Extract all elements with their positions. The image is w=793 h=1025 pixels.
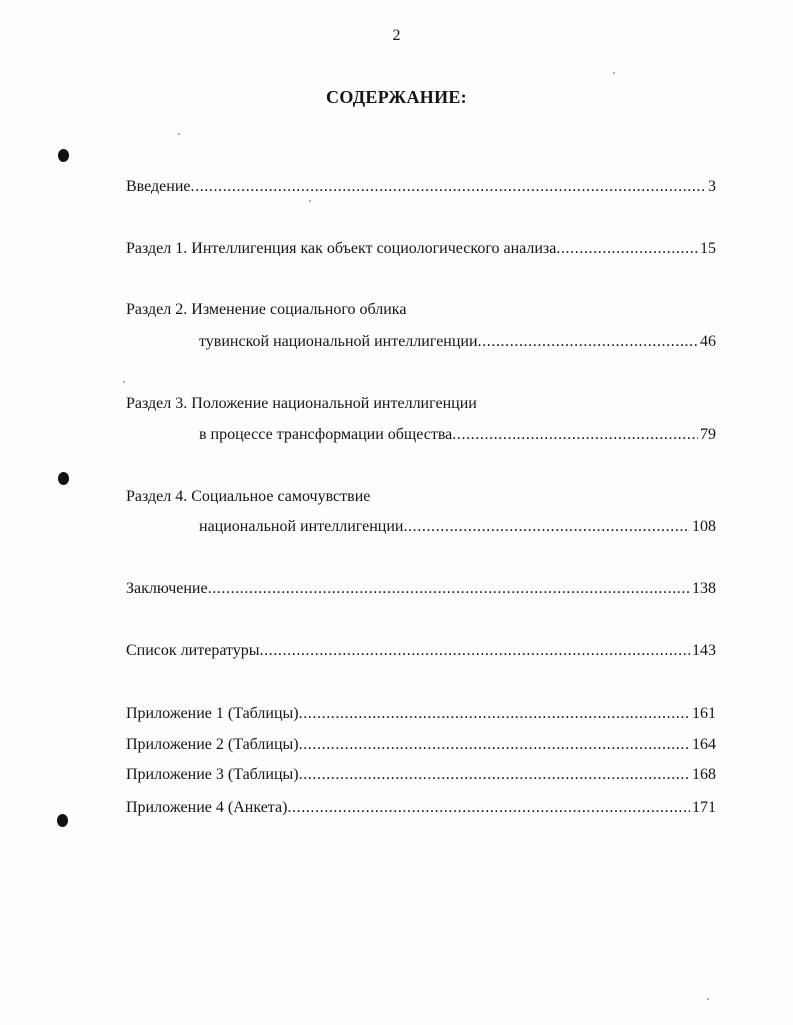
toc-leader-dots — [287, 797, 690, 819]
toc-leader-dots — [478, 331, 698, 353]
toc-entry-title: Введение — [126, 178, 191, 195]
toc-leader-dots — [260, 640, 690, 662]
toc-entry-title: Приложение 1 (Таблицы) — [126, 705, 299, 722]
toc-entry-section-3 — [199, 424, 716, 446]
toc-entry-title: в процессе трансформации общества — [199, 426, 453, 443]
scan-speck — [309, 200, 311, 202]
toc-entry-page: 15 — [700, 240, 716, 257]
toc-leader-dots — [452, 424, 698, 446]
toc-entry-appendix-1 — [126, 703, 716, 725]
toc-entry-page: 161 — [692, 705, 716, 722]
toc-entry-page: 164 — [692, 736, 716, 753]
toc-leader-dots — [299, 703, 690, 725]
toc-entry-page: 46 — [700, 333, 716, 350]
toc-entry-appendix-2 — [126, 734, 716, 756]
toc-entry-page: 138 — [692, 580, 716, 597]
scan-speck — [123, 381, 125, 383]
toc-entry-title: Заключение — [126, 580, 208, 597]
toc-entry-title: Приложение 4 (Анкета) — [126, 799, 288, 816]
toc-entry-title: национальной интеллигенции — [199, 518, 404, 535]
scan-speck — [707, 998, 709, 1000]
toc-entry-section-2-title: Раздел 2. Изменение социального облика — [126, 301, 407, 318]
toc-entry-section-3-title: Раздел 3. Положение национальной интеллигенции — [126, 395, 477, 412]
toc-entry-intro — [126, 176, 716, 198]
toc-entry-page: 79 — [700, 426, 716, 443]
punch-hole — [57, 814, 68, 827]
punch-hole — [58, 472, 69, 485]
toc-entry-page: 143 — [692, 642, 716, 659]
toc-leader-dots — [299, 734, 690, 756]
toc-entry-section-4-title: Раздел 4. Социальное самочувствие — [126, 488, 371, 505]
toc-entry-title: Приложение 2 (Таблицы) — [126, 736, 299, 753]
toc-entry-page: 171 — [692, 799, 716, 816]
toc-entry-conclusion — [126, 578, 716, 600]
page-number: 2 — [392, 27, 401, 44]
toc-entry-bibliography — [126, 640, 716, 662]
toc-entry-title: Раздел 1. Интеллигенция как объект социологического анализа — [126, 240, 557, 257]
toc-leader-dots — [403, 516, 690, 538]
scan-speck — [178, 133, 180, 135]
toc-leader-dots — [208, 578, 690, 600]
toc-entry-page: 3 — [708, 178, 716, 195]
toc-entry-section-1 — [126, 238, 716, 260]
toc-entry-page: 108 — [692, 518, 716, 535]
toc-entry-appendix-3 — [126, 764, 716, 786]
toc-leader-dots — [299, 764, 690, 786]
toc-entry-title: тувинской национальной интеллигенции — [199, 333, 478, 350]
toc-leader-dots — [556, 238, 698, 260]
toc-entry-section-4 — [199, 516, 716, 538]
page-title: СОДЕРЖАНИЕ: — [326, 87, 467, 107]
toc-leader-dots — [191, 176, 707, 198]
toc-entry-title: Список литературы — [126, 642, 260, 659]
toc-entry-section-2 — [199, 331, 716, 353]
scan-speck — [613, 72, 615, 74]
toc-entry-title: Приложение 3 (Таблицы) — [126, 766, 299, 783]
toc-entry-appendix-4 — [126, 797, 716, 819]
punch-hole — [58, 149, 69, 162]
toc-entry-page: 168 — [692, 766, 716, 783]
